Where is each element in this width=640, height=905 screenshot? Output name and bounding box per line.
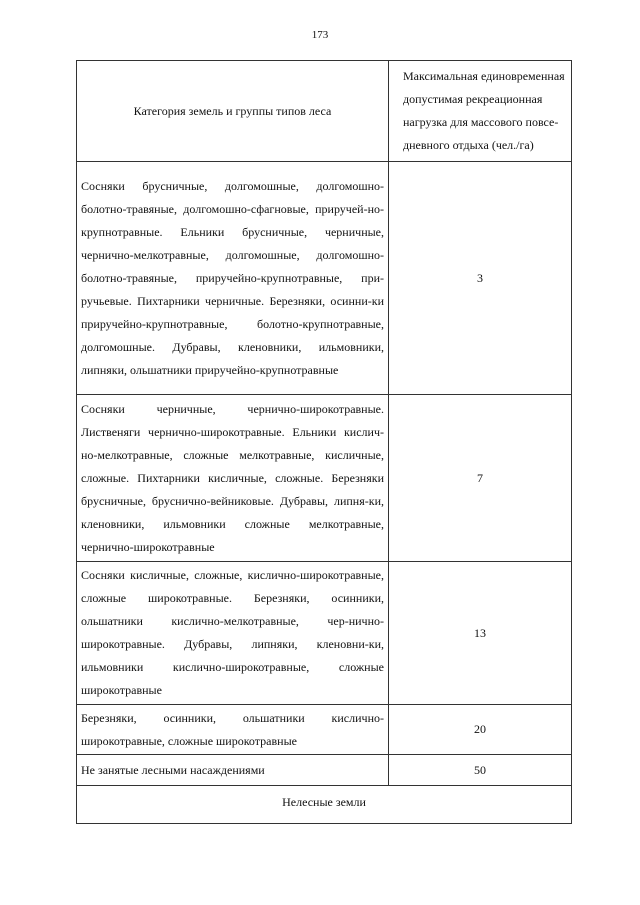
table-header-row [77, 61, 572, 162]
row-category: Сосняки черничные, чернично-широкотравные. Лиственяги чернично-широкотравные. Ельники кислич-но-мелкотравные, сложные мелкотравные, кисличные, сложные. Пихтарники кисличные, сложные. Березняки брусничные, бруснично-вейниковые. Дубравы, липня-ки, кленовники, ильмовники сложные мелкотравные, чернично-широкотравные [77, 395, 389, 562]
row-value: 13 [389, 562, 572, 705]
row-value: 3 [389, 162, 572, 395]
table-row [77, 162, 572, 395]
header-load: Максимальная единовременная допустимая рекреационная нагрузка для массового повсе-дневного отдыха (чел./га) [389, 61, 572, 162]
row-category: Сосняки кисличные, сложные, кислично-широкотравные, сложные широкотравные. Березняки, осинники, ольшатники кислично-мелкотравные, чер-нично-широкотравные. Дубравы, липняки, кленовни-ки, ильмовники кислично-широкотравные, сложные широкотравные [77, 562, 389, 705]
row-value: 50 [389, 755, 572, 786]
row-category: Сосняки брусничные, долгомошные, долгомошно-болотно-травяные, долгомошно-сфагновые, приручей-но-крупнотравные. Ельники брусничные, черничные, чернично-мелкотравные, долгомошные, долгомошно-болотно-травяные, приручейно-крупнотравные, при-ручьевые. Пихтарники черничные. Березняки, осинни-ки приручейно-крупнотравные, болотно-крупнотравные, долгомошные. Дубравы, кленовники, ильмовники, липняки, ольшатники приручейно-крупнотравные [77, 162, 389, 395]
page-number: 173 [311, 29, 329, 41]
table-row [77, 755, 572, 786]
table-row [77, 395, 572, 562]
table-row [77, 562, 572, 705]
row-value: 20 [389, 705, 572, 755]
section-title: Нелесные земли [77, 786, 572, 824]
section-row [77, 786, 572, 824]
row-value: 7 [389, 395, 572, 562]
table-row [77, 705, 572, 755]
recreational-load-table [76, 60, 572, 824]
row-category: Березняки, осинники, ольшатники кислично-широкотравные, сложные широкотравные [77, 705, 389, 755]
header-category: Категория земель и группы типов леса [77, 61, 389, 162]
row-category: Не занятые лесными насаждениями [77, 755, 389, 786]
